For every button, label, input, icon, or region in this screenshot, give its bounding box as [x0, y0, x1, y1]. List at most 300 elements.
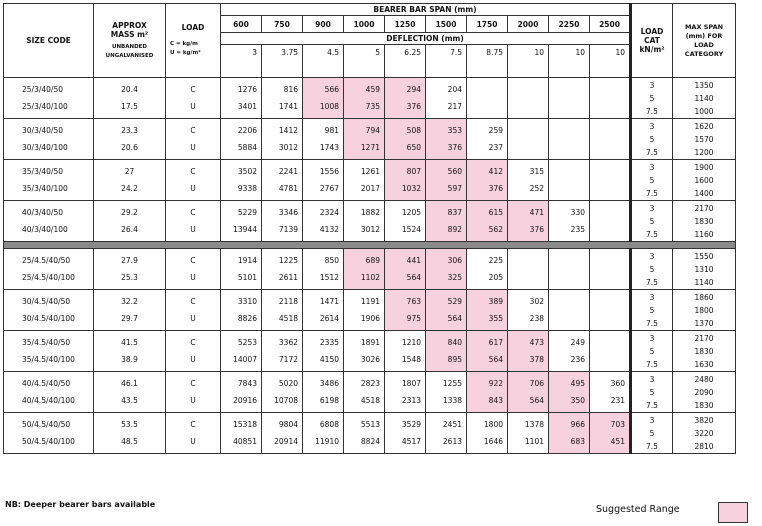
c-load-value: 1556	[319, 167, 339, 176]
c-load-value: 204	[447, 85, 462, 94]
mass-cell	[94, 119, 166, 160]
load-type: C	[190, 420, 196, 429]
u-load-value: 8826	[237, 314, 257, 323]
size-code: 35/4.5/40/100	[22, 355, 75, 364]
u-load-value: 3012	[278, 143, 298, 152]
load-cat-cell	[631, 413, 673, 454]
u-load-value: 1548	[401, 355, 421, 364]
max-span-cell	[673, 413, 736, 454]
c-load-value: 560	[447, 167, 462, 176]
c-load-value: 1882	[360, 208, 380, 217]
u-load-value: 2767	[319, 184, 339, 193]
load-cat-value: 5	[649, 387, 655, 397]
u-load-value: 1743	[319, 143, 339, 152]
deflection-cell: 10	[549, 45, 590, 78]
u-load-value: 40851	[233, 437, 257, 446]
u-load-value: 3401	[237, 102, 257, 111]
c-load-value: 2451	[442, 420, 462, 429]
span-header-cell: 900	[303, 16, 344, 33]
max-span-cell	[673, 372, 736, 413]
table-row	[4, 201, 736, 242]
mass-value: 32.2	[121, 297, 138, 306]
u-load-value: 6198	[319, 396, 339, 405]
size-code-cell	[4, 78, 94, 119]
c-load-value: 1378	[524, 420, 544, 429]
c-load-value: 3502	[237, 167, 257, 176]
c-load-value: 529	[447, 297, 462, 306]
c-load-value: 2241	[278, 167, 298, 176]
u-load-value: 376	[406, 102, 421, 111]
c-load-value: 689	[365, 256, 380, 265]
span-value-cell	[385, 331, 426, 372]
u-load-value: 2611	[278, 273, 298, 282]
load-cat-value: 3	[649, 251, 655, 261]
span-value-cell	[467, 119, 508, 160]
span-value-cell	[549, 331, 590, 372]
c-load-value: 837	[447, 208, 462, 217]
max-span-value: 1140	[694, 93, 714, 103]
load-cat-value: 5	[649, 93, 655, 103]
load-type: U	[190, 102, 196, 111]
span-value-cell	[221, 201, 262, 242]
u-load-value: 3026	[360, 355, 380, 364]
span-value-cell	[303, 331, 344, 372]
c-load-value: 617	[488, 338, 503, 347]
span-value-cell	[262, 78, 303, 119]
max-span-value: 1860	[694, 292, 714, 302]
max-span-value: 1570	[694, 134, 714, 144]
span-value-cell	[221, 372, 262, 413]
span-value-cell	[467, 249, 508, 290]
size-code-cell	[4, 290, 94, 331]
mass-value: 27.9	[121, 256, 138, 265]
c-load-value: 508	[406, 126, 421, 135]
span-value-cell	[385, 78, 426, 119]
span-header-cell: 1000	[344, 16, 385, 33]
size-code-header: SIZE CODE	[4, 4, 94, 78]
c-load-value: 3310	[237, 297, 257, 306]
mass-cell	[94, 331, 166, 372]
span-header-cell: 1500	[426, 16, 467, 33]
span-value-cell	[262, 331, 303, 372]
u-load-value: 975	[406, 314, 421, 323]
span-value-cell	[303, 413, 344, 454]
max-span-value: 1140	[694, 277, 714, 287]
c-load-value: 807	[406, 167, 421, 176]
load-cat-value: 3	[649, 80, 655, 90]
u-load-value: 564	[529, 396, 544, 405]
max-span-cell	[673, 78, 736, 119]
u-load-value: 1524	[401, 225, 421, 234]
u-load-value: 205	[488, 273, 503, 282]
size-code-cell	[4, 201, 94, 242]
span-value-cell	[262, 119, 303, 160]
span-value-cell	[426, 331, 467, 372]
deflection-cell: 10	[590, 45, 631, 78]
span-value-cell	[221, 331, 262, 372]
max-span-value: 2170	[694, 333, 714, 343]
c-load-value: 5229	[237, 208, 257, 217]
load-cat-value: 3	[649, 203, 655, 213]
span-value-cell	[344, 78, 385, 119]
span-value-cell	[344, 413, 385, 454]
max-span-value: 1630	[694, 359, 714, 369]
c-load-value: 412	[488, 167, 503, 176]
mass-cell	[94, 290, 166, 331]
load-cell	[166, 160, 221, 201]
u-load-value: 235	[570, 225, 585, 234]
mass-cell	[94, 372, 166, 413]
span-value-cell	[303, 201, 344, 242]
c-load-value: 1205	[401, 208, 421, 217]
span-value-cell	[303, 119, 344, 160]
load-type: U	[190, 314, 196, 323]
u-load-value: 597	[447, 184, 462, 193]
span-value-cell	[262, 249, 303, 290]
span-value-cell	[549, 119, 590, 160]
load-label: LOAD	[181, 23, 205, 32]
u-load-value: 4517	[401, 437, 421, 446]
c-load-value: 1800	[483, 420, 503, 429]
span-value-cell	[590, 201, 631, 242]
c-load-value: 1261	[360, 167, 380, 176]
u-load-value: 238	[529, 314, 544, 323]
span-value-cell	[426, 160, 467, 201]
load-type: C	[190, 338, 196, 347]
u-load-value: 376	[488, 184, 503, 193]
c-load-value: 816	[283, 85, 298, 94]
span-value-cell	[508, 372, 549, 413]
u-load-value: 9338	[237, 184, 257, 193]
load-cat-value: 7.5	[646, 229, 658, 239]
c-load-value: 5020	[278, 379, 298, 388]
size-code-cell	[4, 119, 94, 160]
load-cat-cell	[631, 201, 673, 242]
span-value-cell	[590, 290, 631, 331]
max-span-value: 1600	[694, 175, 714, 185]
max-span-label: MAX SPAN (mm) FOR LOAD CATEGORY	[684, 22, 724, 58]
c-load-value: 306	[447, 256, 462, 265]
deflection-cell: 10	[508, 45, 549, 78]
span-value-cell	[549, 201, 590, 242]
span-value-cell	[385, 290, 426, 331]
size-code: 30/4.5/40/100	[22, 314, 75, 323]
load-cat-cell	[631, 249, 673, 290]
load-type: C	[190, 379, 196, 388]
c-load-value: 615	[488, 208, 503, 217]
span-value-cell	[303, 372, 344, 413]
c-load-value: 7843	[237, 379, 257, 388]
u-load-value: 20914	[274, 437, 298, 446]
span-value-cell	[549, 413, 590, 454]
c-load-value: 360	[610, 379, 625, 388]
c-load-value: 225	[488, 256, 503, 265]
load-cat-cell	[631, 160, 673, 201]
u-load-value: 231	[610, 396, 625, 405]
span-value-cell	[590, 119, 631, 160]
u-load-value: 5884	[237, 143, 257, 152]
span-value-cell	[221, 290, 262, 331]
span-value-cell	[344, 331, 385, 372]
span-value-cell	[590, 160, 631, 201]
u-load-value: 20916	[233, 396, 257, 405]
size-code-cell	[4, 249, 94, 290]
load-type: U	[190, 437, 196, 446]
load-cell	[166, 201, 221, 242]
span-value-cell	[590, 249, 631, 290]
c-load-value: 3529	[401, 420, 421, 429]
size-code: 35/3/40/100	[22, 184, 68, 193]
u-load-value: 4150	[319, 355, 339, 364]
span-value-cell	[221, 413, 262, 454]
u-load-value: 355	[488, 314, 503, 323]
max-span-value: 1000	[694, 106, 714, 116]
approx-mass-label: APPROX MASS m²	[110, 20, 149, 39]
u-load-value: 1008	[319, 102, 339, 111]
load-type: C	[190, 167, 196, 176]
u-load-value: 4132	[319, 225, 339, 234]
c-load-value: 1412	[278, 126, 298, 135]
max-span-cell	[673, 160, 736, 201]
span-value-cell	[467, 78, 508, 119]
mass-value: 38.9	[121, 355, 138, 364]
c-load-value: 966	[570, 420, 585, 429]
span-value-cell	[426, 249, 467, 290]
mass-value: 20.6	[121, 143, 138, 152]
size-code: 35/4.5/40/50	[22, 338, 71, 347]
table-body	[4, 78, 736, 454]
span-value-cell	[467, 331, 508, 372]
load-cell	[166, 249, 221, 290]
max-span-value: 1160	[694, 229, 714, 239]
span-value-cell	[590, 413, 631, 454]
c-load-value: 473	[529, 338, 544, 347]
load-type: U	[190, 355, 196, 364]
mass-value: 25.3	[121, 273, 138, 282]
table-row	[4, 160, 736, 201]
c-load-value: 763	[406, 297, 421, 306]
load-cat-label: LOAD CAT kN/m²	[639, 27, 665, 54]
separator-bar	[4, 242, 736, 249]
u-load-value: 1906	[360, 314, 380, 323]
span-value-cell	[508, 201, 549, 242]
u-load-value: 11910	[315, 437, 339, 446]
load-cat-value: 5	[649, 175, 655, 185]
max-span-value: 2810	[694, 441, 714, 451]
u-load-value: 1741	[278, 102, 298, 111]
mass-value: 53.5	[121, 420, 138, 429]
span-value-cell	[262, 290, 303, 331]
max-span-value: 1800	[694, 305, 714, 315]
load-header	[166, 4, 221, 78]
u-load-value: 451	[610, 437, 625, 446]
size-code: 25/3/40/50	[22, 85, 63, 94]
span-header-cell: 2250	[549, 16, 590, 33]
c-load-value: 15318	[233, 420, 257, 429]
c-load-value: 1471	[319, 297, 339, 306]
table-row	[4, 119, 736, 160]
load-cat-value: 7.5	[646, 441, 658, 451]
span-value-cell	[508, 78, 549, 119]
u-load-value: 4518	[278, 314, 298, 323]
max-span-value: 1900	[694, 162, 714, 172]
span-value-cell	[344, 290, 385, 331]
size-code-cell	[4, 372, 94, 413]
u-load-value: 1102	[360, 273, 380, 282]
size-code: 30/3/40/100	[22, 143, 68, 152]
span-value-cell	[508, 249, 549, 290]
span-value-cell	[467, 160, 508, 201]
span-value-cell	[467, 201, 508, 242]
max-span-value: 1370	[694, 318, 714, 328]
span-value-cell	[426, 119, 467, 160]
c-load-value: 2324	[319, 208, 339, 217]
u-load-value: 2614	[319, 314, 339, 323]
deflection-cell: 8.75	[467, 45, 508, 78]
load-cat-value: 5	[649, 428, 655, 438]
span-value-cell	[221, 160, 262, 201]
load-type: U	[190, 143, 196, 152]
u-load-value: 1032	[401, 184, 421, 193]
deflection-cell: 3.75	[262, 45, 303, 78]
load-cell	[166, 413, 221, 454]
load-cat-header	[631, 4, 673, 78]
c-load-value: 566	[324, 85, 339, 94]
c-load-value: 441	[406, 256, 421, 265]
load-cat-value: 7.5	[646, 318, 658, 328]
max-span-cell	[673, 201, 736, 242]
span-value-cell	[303, 290, 344, 331]
table-row	[4, 372, 736, 413]
mass-cell	[94, 160, 166, 201]
u-load-value: 1338	[442, 396, 462, 405]
u-load-value: 8824	[360, 437, 380, 446]
u-load-value: 735	[365, 102, 380, 111]
deflection-cell: 5	[344, 45, 385, 78]
max-span-value: 1830	[694, 216, 714, 226]
u-load-value: 217	[447, 102, 462, 111]
load-cell	[166, 331, 221, 372]
table-row	[4, 413, 736, 454]
table-row	[4, 78, 736, 119]
span-value-cell	[549, 78, 590, 119]
u-load-value: 562	[488, 225, 503, 234]
load-cat-value: 7.5	[646, 106, 658, 116]
c-load-value: 1191	[360, 297, 380, 306]
load-cell	[166, 290, 221, 331]
c-load-value: 2206	[237, 126, 257, 135]
size-code-cell	[4, 331, 94, 372]
u-load-value: 843	[488, 396, 503, 405]
mass-value: 48.5	[121, 437, 138, 446]
u-load-value: 564	[488, 355, 503, 364]
load-cat-value: 5	[649, 216, 655, 226]
u-load-value: 895	[447, 355, 462, 364]
span-value-cell	[303, 160, 344, 201]
c-load-value: 302	[529, 297, 544, 306]
span-value-cell	[385, 413, 426, 454]
approx-mass-header	[94, 4, 166, 78]
u-load-value: 237	[488, 143, 503, 152]
c-load-value: 1914	[237, 256, 257, 265]
load-cat-value: 3	[649, 333, 655, 343]
load-cat-value: 3	[649, 162, 655, 172]
span-value-cell	[303, 249, 344, 290]
c-load-value: 389	[488, 297, 503, 306]
span-value-cell	[508, 413, 549, 454]
bearer-bar-span-header: BEARER BAR SPAN (mm)	[221, 4, 631, 16]
span-value-cell	[467, 413, 508, 454]
max-span-value: 2480	[694, 374, 714, 384]
mass-value: 17.5	[121, 102, 138, 111]
span-value-cell	[508, 119, 549, 160]
max-span-value: 1620	[694, 121, 714, 131]
u-load-value: 4781	[278, 184, 298, 193]
deflection-header: DEFLECTION (mm)	[221, 33, 631, 45]
max-span-cell	[673, 290, 736, 331]
u-load-value: 892	[447, 225, 462, 234]
c-load-value: 495	[570, 379, 585, 388]
span-value-cell	[303, 78, 344, 119]
legend-swatch	[718, 502, 748, 523]
c-load-value: 2823	[360, 379, 380, 388]
size-code: 30/3/40/50	[22, 126, 63, 135]
c-load-value: 794	[365, 126, 380, 135]
load-type: C	[190, 297, 196, 306]
c-load-value: 259	[488, 126, 503, 135]
size-code: 40/3/40/100	[22, 225, 68, 234]
span-value-cell	[221, 119, 262, 160]
load-type: C	[190, 208, 196, 217]
max-span-value: 1830	[694, 346, 714, 356]
span-header-cell: 1750	[467, 16, 508, 33]
deflection-cell: 6.25	[385, 45, 426, 78]
size-code: 25/4.5/40/50	[22, 256, 71, 265]
load-cat-value: 7.5	[646, 188, 658, 198]
max-span-value: 2170	[694, 203, 714, 213]
span-value-cell	[262, 413, 303, 454]
span-value-cell	[549, 249, 590, 290]
span-value-cell	[508, 331, 549, 372]
c-load-value: 3486	[319, 379, 339, 388]
u-load-value: 2613	[442, 437, 462, 446]
c-load-value: 2118	[278, 297, 298, 306]
u-load-value: 13944	[233, 225, 257, 234]
load-cat-cell	[631, 331, 673, 372]
span-value-cell	[467, 290, 508, 331]
load-cat-value: 7.5	[646, 400, 658, 410]
load-type: U	[190, 273, 196, 282]
max-span-cell	[673, 249, 736, 290]
c-load-value: 6808	[319, 420, 339, 429]
u-load-value: 4518	[360, 396, 380, 405]
u-load-value: 1271	[360, 143, 380, 152]
u-load-value: 236	[570, 355, 585, 364]
size-code-cell	[4, 160, 94, 201]
mass-cell	[94, 201, 166, 242]
c-load-value: 5513	[360, 420, 380, 429]
load-cat-value: 3	[649, 415, 655, 425]
span-value-cell	[385, 249, 426, 290]
c-load-value: 1225	[278, 256, 298, 265]
c-load-value: 315	[529, 167, 544, 176]
load-cat-value: 3	[649, 121, 655, 131]
span-value-cell	[549, 372, 590, 413]
max-span-cell	[673, 331, 736, 372]
span-value-cell	[344, 160, 385, 201]
deflection-cell: 7.5	[426, 45, 467, 78]
size-code: 25/4.5/40/100	[22, 273, 75, 282]
